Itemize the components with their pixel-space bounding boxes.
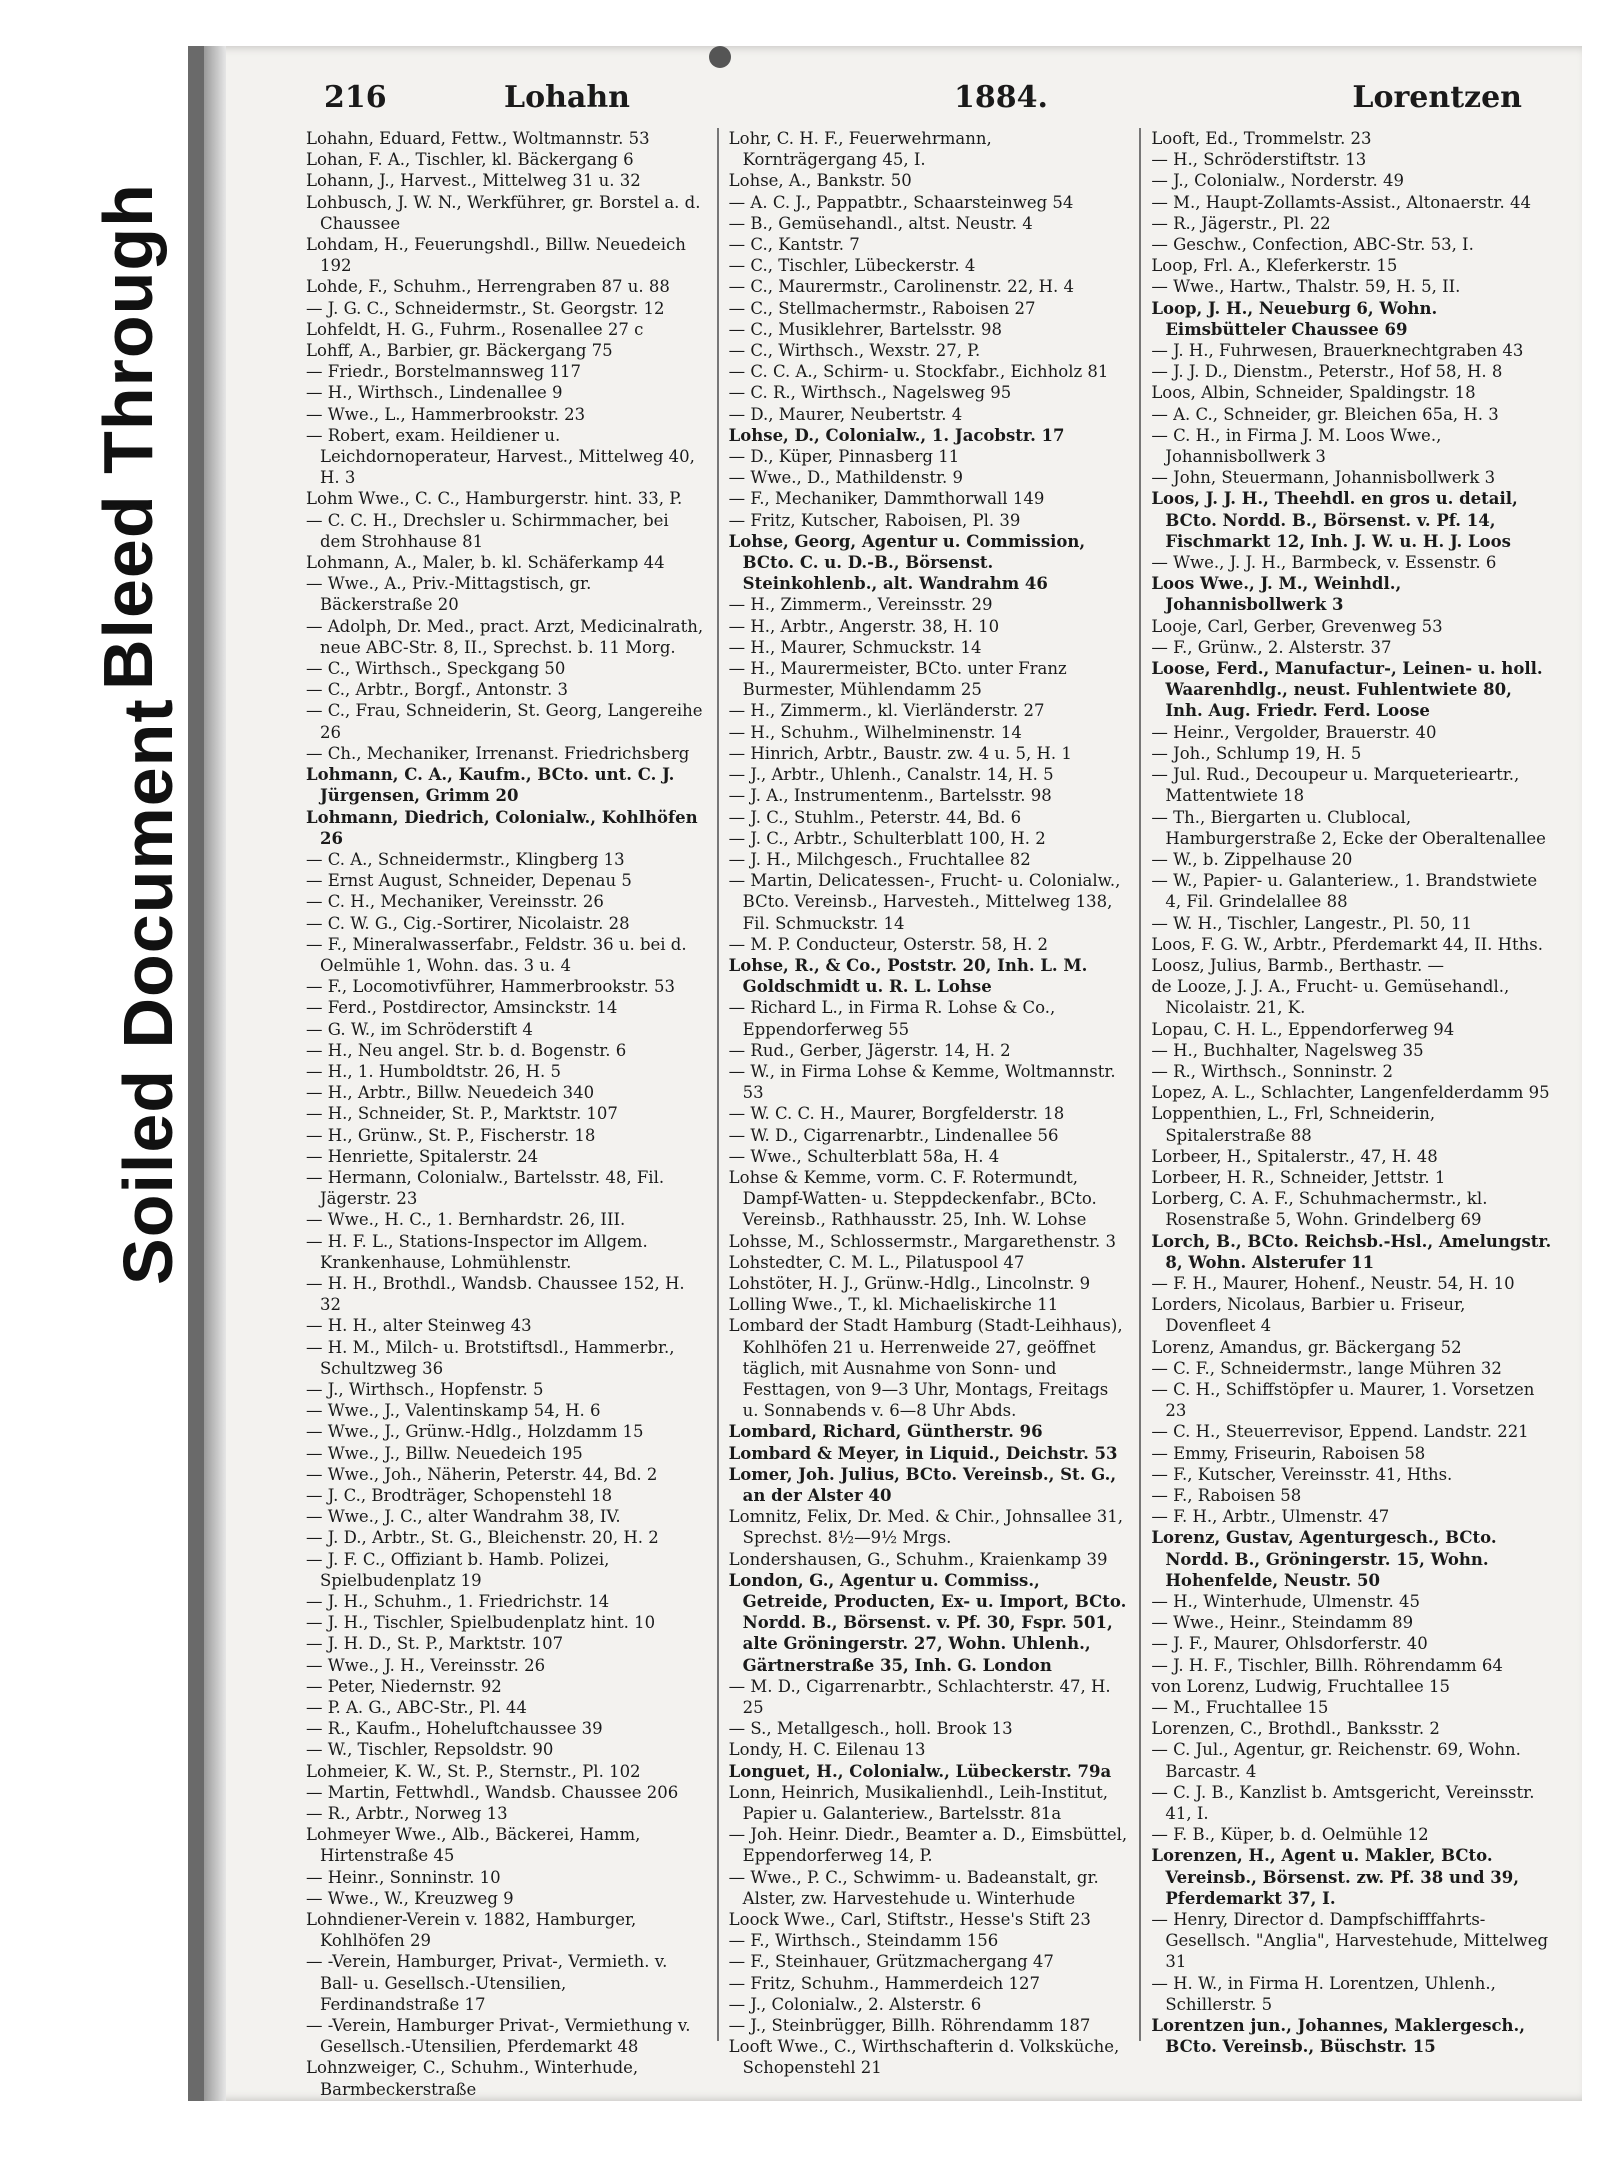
bleed-through-watermark: Bleed Through: [89, 183, 167, 690]
header-left-word: Lohahn: [504, 80, 630, 115]
directory-entry: — -Verein, Hamburger, Privat-, Vermieth. v. Ball- u. Gesellsch.-Utensilien, Ferdinandstraße 17: [306, 1952, 668, 2014]
directory-entry: — Wwe., Schulterblatt 58a, H. 4: [728, 1146, 1000, 1166]
directory-entry: Lohff, A., Barbier, gr. Bäckergang 75: [306, 341, 613, 361]
directory-entry: Lombard der Stadt Hamburg (Stadt-Leihhaus), Kohlhöfen 21 u. Herrenweide 27, geöffnet täglich, mit Ausnahme von Sonn- und Festtagen, von 9—3 Uhr, Montags, Freitags u. Sonnabends v. 6—8 Uhr Abds.: [728, 1316, 1123, 1421]
directory-entry: — J. C., Brodträger, Schopenstehl 18: [306, 1486, 613, 1505]
directory-entry: — Robert, exam. Heildiener u. Leichdornoperateur, Harvest., Mittelweg 40, H. 3: [306, 425, 695, 488]
directory-entry: Longuet, H., Colonialw., Lübeckerstr. 79a: [728, 1761, 1112, 1781]
directory-entry: — F. B., Küper, b. d. Oelmühle 12: [1151, 1825, 1429, 1845]
directory-entry: Lohse, D., Colonialw., 1. Jacobstr. 17: [728, 425, 1065, 445]
directory-entry: Lorders, Nicolaus, Barbier u. Friseur, Dovenfleet 4: [1151, 1295, 1466, 1336]
directory-entry: — C., Tischler, Lübeckerstr. 4: [728, 256, 976, 276]
directory-entry: — H., Schröderstiftstr. 13: [1151, 150, 1367, 170]
directory-entry: — M., Fruchtallee 15: [1151, 1698, 1329, 1718]
directory-entry: — H., Zimmerm., kl. Vierländerstr. 27: [728, 701, 1045, 721]
directory-entry: Loos, F. G. W., Arbtr., Pferdemarkt 44, II. Hths.: [1151, 934, 1543, 954]
directory-entry: Lohmann, Diedrich, Colonialw., Kohlhöfen 26: [306, 807, 698, 848]
directory-entry: — J. C., Arbtr., Schulterblatt 100, H. 2: [728, 828, 1046, 848]
directory-entry: Lohmann, C. A., Kaufm., BCto. unt. C. J. Jürgensen, Grimm 20: [306, 765, 675, 806]
directory-entry: — H., Maurermeister, BCto. unter Franz Burmester, Mühlendamm 25: [728, 659, 1067, 700]
directory-entry: — H., Winterhude, Ulmenstr. 45: [1151, 1592, 1421, 1612]
directory-entry: Looje, Carl, Gerber, Grevenweg 53: [1151, 616, 1443, 636]
directory-entry: Lohstöter, H. J., Grünw.-Hdlg., Lincolnstr. 9: [728, 1273, 1091, 1293]
directory-entry: — F., Mechaniker, Dammthorwall 149: [728, 489, 1045, 509]
directory-entry: Lombard, Richard, Güntherstr. 96: [728, 1422, 1043, 1442]
directory-entry: Lohan, F. A., Tischler, kl. Bäckergang 6: [306, 150, 634, 170]
directory-entry: — R., Jägerstr., Pl. 22: [1151, 213, 1331, 233]
directory-entry: — C. C. A., Schirm- u. Stockfabr., Eichholz 81: [728, 362, 1109, 382]
directory-entry: — G. W., im Schröderstift 4: [306, 1019, 533, 1039]
directory-entry: Loos Wwe., J. M., Weinhdl., Johannisbollwerk 3: [1151, 574, 1402, 615]
directory-entry: — J. H., Schuhm., 1. Friedrichstr. 14: [306, 1592, 610, 1612]
directory-entry: — C., Kantstr. 7: [728, 235, 860, 255]
directory-entry: — Fritz, Schuhm., Hammerdeich 127: [728, 1973, 1041, 1993]
directory-entry: — F. H., Maurer, Hohenf., Neustr. 54, H. 10: [1151, 1273, 1515, 1293]
directory-entry: — H., Zimmerm., Vereinsstr. 29: [728, 595, 993, 615]
directory-page: [188, 46, 1582, 2101]
directory-entry: — F., Wirthsch., Steindamm 156: [728, 1931, 999, 1951]
directory-entry: — D., Maurer, Neubertstr. 4: [728, 404, 963, 424]
directory-entry: — Peter, Niedernstr. 92: [306, 1676, 502, 1696]
directory-entry: — Wwe., A., Priv.-Mittagstisch, gr. Bäckerstraße 20: [306, 574, 592, 615]
directory-entry: — H. F. L., Stations-Inspector im Allgem. Krankenhause, Lohmühlenstr.: [306, 1231, 648, 1272]
directory-entry: — A. C., Schneider, gr. Bleichen 65a, H. 3: [1151, 404, 1499, 424]
directory-entry: — C. H., in Firma J. M. Loos Wwe., Johannisbollwerk 3: [1151, 425, 1442, 467]
directory-entry: — Wwe., J., Billw. Neuedeich 195: [306, 1443, 583, 1463]
directory-entry: — W. H., Tischler, Langestr., Pl. 50, 11: [1151, 913, 1473, 933]
directory-entry: Lolling Wwe., T., kl. Michaeliskirche 11: [728, 1295, 1059, 1315]
directory-entry: — R., Wirthsch., Sonninstr. 2: [1151, 1061, 1393, 1081]
directory-entry: — Wwe., P. C., Schwimm- u. Badeanstalt, gr. Alster, zw. Harvestehude u. Winterhude: [728, 1867, 1099, 1908]
directory-entry: — H., 1. Humboldtstr. 26, H. 5: [306, 1061, 562, 1081]
directory-entry: de Looze, J. J. A., Frucht- u. Gemüsehandl., Nicolaistr. 21, K.: [1151, 977, 1510, 1018]
directory-entry: Lorentzen jun., Johannes, Maklergesch., BCto. Vereinsb., Büschstr. 15: [1151, 2016, 1526, 2057]
directory-entry: Lombard & Meyer, in Liquid., Deichstr. 53: [728, 1443, 1118, 1463]
directory-entry: — W., in Firma Lohse & Kemme, Woltmannstr. 53: [728, 1061, 1116, 1103]
directory-entry: Loose, Ferd., Manufactur-, Leinen- u. holl. Waarenhdlg., neust. Fuhlentwiete 80, Inh. Aug. Friedr. Ferd. Loose: [1151, 659, 1543, 721]
directory-entry: Lopau, C. H. L., Eppendorferweg 94: [1151, 1019, 1455, 1039]
directory-entry: — J. H. F., Tischler, Billh. Röhrendamm 64: [1151, 1655, 1503, 1675]
directory-entry: — Wwe., J., Valentinskamp 54, H. 6: [306, 1401, 601, 1421]
directory-entry: — H. M., Milch- u. Brotstiftsdl., Hammerbr., Schultzweg 36: [306, 1337, 675, 1378]
directory-entry: — H. W., in Firma H. Lorentzen, Uhlenh., Schillerstr. 5: [1151, 1973, 1496, 2014]
directory-entry: — Heinr., Sonninstr. 10: [306, 1867, 501, 1887]
directory-entry: — Fritz, Kutscher, Raboisen, Pl. 39: [728, 510, 1021, 530]
page-header: [324, 80, 1552, 124]
directory-entry: — C., Frau, Schneiderin, St. Georg, Langereihe 26: [306, 701, 703, 742]
directory-entry: Lohmeyer Wwe., Alb., Bäckerei, Hamm, Hirtenstraße 45: [306, 1825, 641, 1866]
directory-entry: Lorbeer, H. R., Schneider, Jettstr. 1: [1151, 1167, 1446, 1187]
directory-entry: — H. H., Brothdl., Wandsb. Chaussee 152, H. 32: [306, 1273, 685, 1315]
directory-entry: — A. C. J., Pappatbtr., Schaarsteinweg 54: [728, 192, 1074, 212]
soiled-document-watermark: Soiled Document: [109, 698, 187, 1285]
directory-entry: — Wwe., Hartw., Thalstr. 59, H. 5, II.: [1151, 277, 1461, 297]
directory-entry: — F., Steinhauer, Grützmachergang 47: [728, 1952, 1054, 1972]
directory-entry: — J., Wirthsch., Hopfenstr. 5: [306, 1379, 544, 1399]
directory-entry: Lohbusch, J. W. N., Werkführer, gr. Borstel a. d. Chaussee: [306, 192, 701, 233]
directory-entry: Lohmeier, K. W., St. P., Sternstr., Pl. 102: [306, 1761, 641, 1781]
directory-entry: Lohr, C. H. F., Feuerwehrmann, Kornträgergang 45, I.: [728, 129, 992, 170]
directory-entry: — J., Colonialw., Norderstr. 49: [1151, 171, 1404, 191]
directory-entry: — Martin, Fettwhdl., Wandsb. Chaussee 206: [306, 1782, 679, 1802]
directory-entry: — W., Tischler, Repsoldstr. 90: [306, 1740, 554, 1760]
directory-entry: Looft Wwe., C., Wirthschafterin d. Volksküche, Schopenstehl 21: [728, 2037, 1120, 2078]
directory-entry: — C., Stellmachermstr., Raboisen 27: [728, 298, 1036, 318]
directory-entry: Lohdam, H., Feuerungshdl., Billw. Neuedeich 192: [306, 235, 686, 276]
directory-entry: — C. R., Wirthsch., Nagelsweg 95: [728, 383, 1012, 403]
ink-spot: [709, 46, 731, 68]
directory-entry: — Wwe., H. C., 1. Bernhardstr. 26, III.: [306, 1210, 626, 1230]
directory-entry: Lohann, J., Harvest., Mittelweg 31 u. 32: [306, 171, 641, 191]
directory-entry: Lorberg, C. A. F., Schuhmachermstr., kl. Rosenstraße 5, Wohn. Grindelberg 69: [1151, 1189, 1488, 1230]
directory-entry: — M. P. Conducteur, Osterstr. 58, H. 2: [728, 934, 1049, 954]
directory-entry: Looft, Ed., Trommelstr. 23: [1151, 129, 1372, 148]
directory-entry: — H., Grünw., St. P., Fischerstr. 18: [306, 1125, 596, 1145]
directory-entry: Lohsse, M., Schlossermstr., Margarethenstr. 3: [728, 1231, 1117, 1251]
directory-entry: — J. H., Tischler, Spielbudenplatz hint. 10: [306, 1613, 656, 1633]
directory-entry: — John, Steuermann, Johannisbollwerk 3: [1151, 468, 1496, 488]
directory-entry: — R., Arbtr., Norweg 13: [306, 1804, 508, 1824]
directory-entry: — M., Haupt-Zollamts-Assist., Altonaerstr. 44: [1151, 192, 1531, 212]
directory-entry: — H., Schneider, St. P., Marktstr. 107: [306, 1104, 618, 1124]
directory-entry: Lomer, Joh. Julius, BCto. Vereinsb., St. G., an der Alster 40: [728, 1464, 1117, 1505]
directory-entry: — F., Mineralwasserfabr., Feldstr. 36 u. bei d. Oelmühle 1, Wohn. das. 3 u. 4: [306, 934, 687, 975]
directory-entry: Lomnitz, Felix, Dr. Med. & Chir., Johnsallee 31, Sprechst. 8½—9½ Mrgs.: [728, 1507, 1124, 1548]
directory-entry: Lorenz, Gustav, Agenturgesch., BCto. Nordd. B., Gröningerstr. 15, Wohn. Hohenfelde, Neustr. 50: [1151, 1528, 1497, 1590]
directory-entry: — J. A., Instrumentenm., Bartelsstr. 98: [728, 786, 1052, 806]
directory-entry: — Martin, Delicatessen-, Frucht- u. Colonialw., BCto. Vereinsb., Harvesteh., Mittelweg 138, Fil. Schmuckstr. 14: [728, 871, 1121, 933]
directory-entry: — Henriette, Spitalerstr. 24: [306, 1146, 539, 1166]
directory-entry: Lopez, A. L., Schlachter, Langenfelderdamm 95: [1151, 1083, 1550, 1103]
directory-entry: — Wwe., J. J. H., Barmbeck, v. Essenstr. 6: [1151, 553, 1497, 573]
directory-entry: — J. C., Stuhlm., Peterstr. 44, Bd. 6: [728, 807, 1022, 827]
directory-entry: Lohnzweiger, C., Schuhm., Winterhude, Barmbeckerstraße: [306, 2058, 639, 2099]
directory-entry: — Ernst August, Schneider, Depenau 5: [306, 871, 632, 891]
directory-entry: London, G., Agentur u. Commiss., Getreide, Producten, Ex- u. Import, BCto. Nordd. B., Börsenst. v. Pf. 30, Fspr. 501, alte Gröningerstr. 27, Wohn. Uhlenh., Gärtnerstraße 35, Inh. G. London: [728, 1570, 1127, 1675]
directory-entry: — C. A., Schneidermstr., Klingberg 13: [306, 849, 625, 869]
directory-entry: — C. Jul., Agentur, gr. Reichenstr. 69, Wohn. Barcastr. 4: [1151, 1740, 1521, 1781]
directory-entry: Loppenthien, L., Frl, Schneiderin, Spitalerstraße 88: [1151, 1104, 1436, 1145]
directory-entry: Lonn, Heinrich, Musikalienhdl., Leih-Institut, Papier u. Galanteriew., Bartelsstr. 81a: [728, 1782, 1108, 1824]
directory-entry: — Wwe., J., Grünw.-Hdlg., Holzdamm 15: [306, 1422, 644, 1442]
column-left: [296, 128, 717, 2099]
directory-entry: — Joh. Heinr. Diedr., Beamter a. D., Eimsbüttel, Eppendorferweg 14, P.: [728, 1825, 1128, 1866]
directory-entry: — C. F., Schneidermstr., lange Mühren 32: [1151, 1358, 1502, 1378]
directory-entry: Lohse, A., Bankstr. 50: [728, 171, 912, 191]
directory-entry: — Ferd., Postdirector, Amsinckstr. 14: [306, 998, 618, 1018]
directory-entry: — Wwe., L., Hammerbrookstr. 23: [306, 404, 586, 424]
directory-entry: — Th., Biergarten u. Clublocal, Hamburgerstraße 2, Ecke der Oberaltenallee: [1151, 807, 1546, 848]
directory-entry: Loos, J. J. H., Theehdl. en gros u. detail, BCto. Nordd. B., Börsenst. v. Pf. 14, Fischmarkt 12, Inh. J. W. u. H. J. Loos: [1151, 489, 1518, 551]
directory-entry: — J., Arbtr., Uhlenh., Canalstr. 14, H. 5: [728, 765, 1054, 785]
directory-entry: — J., Steinbrügger, Billh. Röhrendamm 187: [728, 2016, 1091, 2036]
directory-entry: — C., Maurermstr., Carolinenstr. 22, H. 4: [728, 277, 1075, 297]
directory-entry: — Wwe., Heinr., Steindamm 89: [1151, 1613, 1414, 1633]
directory-entry: — Rud., Gerber, Jägerstr. 14, H. 2: [728, 1040, 1011, 1060]
directory-entry: — Ch., Mechaniker, Irrenanst. Friedrichsberg: [306, 743, 690, 763]
directory-entry: Loos, Albin, Schneider, Spaldingstr. 18: [1151, 383, 1476, 403]
directory-entry: Londershausen, G., Schuhm., Kraienkamp 39: [728, 1549, 1108, 1569]
directory-entry: — W. C. C. H., Maurer, Borgfelderstr. 18: [728, 1104, 1065, 1124]
directory-entry: Lohndiener-Verein v. 1882, Hamburger, Kohlhöfen 29: [306, 1910, 637, 1951]
directory-entry: — R., Kaufm., Hoheluftchaussee 39: [306, 1719, 603, 1739]
directory-entry: — Friedr., Borstelmannsweg 117: [306, 362, 581, 382]
directory-entry: Lohfeldt, H. G., Fuhrm., Rosenallee 27 c: [306, 319, 644, 339]
directory-entry: — F., Locomotivführer, Hammerbrookstr. 53: [306, 977, 675, 997]
directory-entry: — J. H., Milchgesch., Fruchtallee 82: [728, 849, 1031, 869]
directory-entry: — S., Metallgesch., holl. Brook 13: [728, 1719, 1013, 1739]
directory-entry: — C., Wirthsch., Wexstr. 27, P.: [728, 341, 981, 361]
directory-entry: Loop, J. H., Neueburg 6, Wohn. Eimsbütteler Chaussee 69: [1151, 298, 1438, 339]
directory-entry: — H. H., alter Steinweg 43: [306, 1316, 532, 1336]
directory-entry: — C., Arbtr., Borgf., Antonstr. 3: [306, 680, 568, 700]
directory-entry: — Wwe., D., Mathildenstr. 9: [728, 468, 964, 488]
directory-entry: — J. J. D., Dienstm., Peterstr., Hof 58, H. 8: [1151, 362, 1503, 382]
directory-entry: — H., Maurer, Schmuckstr. 14: [728, 637, 982, 657]
directory-entry: — J., Colonialw., 2. Alsterstr. 6: [728, 1994, 982, 2014]
column-middle: [717, 128, 1140, 2078]
directory-entry: — J. G. C., Schneidermstr., St. Georgstr. 12: [306, 298, 665, 318]
directory-entry: — H., Wirthsch., Lindenallee 9: [306, 383, 563, 403]
directory-entry: — C. H., Steuerrevisor, Eppend. Landstr. 221: [1151, 1422, 1529, 1442]
directory-entry: — C. H., Schiffstöpfer u. Maurer, 1. Vorsetzen 23: [1151, 1379, 1535, 1421]
directory-entry: — Emmy, Friseurin, Raboisen 58: [1151, 1443, 1426, 1463]
directory-entry: Lohahn, Eduard, Fettw., Woltmannstr. 53: [306, 129, 650, 148]
directory-entry: — J. F., Maurer, Ohlsdorferstr. 40: [1151, 1634, 1428, 1654]
directory-entry: — F., Raboisen 58: [1151, 1486, 1302, 1505]
directory-entry: Lohse, Georg, Agentur u. Commission, BCto. C. u. D.-B., Börsenst. Steinkohlenb., alt. Wandrahm 46: [728, 531, 1086, 594]
directory-entry: — Wwe., Joh., Näherin, Peterstr. 44, Bd. 2: [306, 1464, 658, 1484]
directory-entry: — H., Buchhalter, Nagelsweg 35: [1151, 1040, 1424, 1060]
header-right-word: Lorentzen: [1352, 80, 1522, 115]
directory-entry: — Wwe., J. H., Vereinsstr. 26: [306, 1655, 546, 1675]
directory-entry: — C. J. B., Kanzlist b. Amtsgericht, Vereinsstr. 41, I.: [1151, 1782, 1535, 1824]
directory-entry: — P. A. G., ABC-Str., Pl. 44: [306, 1698, 527, 1718]
directory-entry: — D., Küper, Pinnasberg 11: [728, 447, 960, 467]
directory-entry: — F. H., Arbtr., Ulmenstr. 47: [1151, 1507, 1390, 1527]
column-right: [1139, 128, 1562, 2057]
directory-entry: Lorenz, Amandus, gr. Bäckergang 52: [1151, 1337, 1462, 1357]
directory-entry: Londy, H. C. Eilenau 13: [728, 1740, 926, 1760]
directory-entry: Loosz, Julius, Barmb., Berthastr. —: [1151, 955, 1445, 975]
directory-entry: — C. C. H., Drechsler u. Schirmmacher, bei dem Strohhause 81: [306, 510, 669, 551]
directory-entry: — H., Neu angel. Str. b. d. Bogenstr. 6: [306, 1040, 627, 1060]
directory-entry: — J. H. D., St. P., Marktstr. 107: [306, 1634, 564, 1654]
directory-entry: — Henry, Director d. Dampfschifffahrts-Gesellsch. "Anglia", Harvestehude, Mittelweg 31: [1151, 1910, 1549, 1972]
directory-entry: — F., Grünw., 2. Alsterstr. 37: [1151, 637, 1392, 657]
directory-entry: — F., Kutscher, Vereinsstr. 41, Hths.: [1151, 1464, 1453, 1484]
directory-entry: von Lorenz, Ludwig, Fruchtallee 15: [1151, 1676, 1451, 1696]
directory-entry: — J. F. C., Offiziant b. Hamb. Polizei, Spielbudenplatz 19: [306, 1549, 610, 1590]
header-year: 1884.: [954, 80, 1048, 115]
directory-entry: — Hinrich, Arbtr., Baustr. zw. 4 u. 5, H. 1: [728, 743, 1072, 763]
directory-entry: Lorch, B., BCto. Reichsb.-Hsl., Amelungstr. 8, Wohn. Alsterufer 11: [1151, 1231, 1552, 1272]
directory-entry: Lorbeer, H., Spitalerstr., 47, H. 48: [1151, 1146, 1438, 1166]
directory-entry: — -Verein, Hamburger Privat-, Vermiethung v. Gesellsch.-Utensilien, Pferdemarkt 48: [306, 2016, 691, 2057]
page-number: 216: [324, 80, 387, 115]
directory-entry: — Hermann, Colonialw., Bartelsstr. 48, Fil. Jägerstr. 23: [306, 1167, 665, 1209]
directory-entry: — H., Arbtr., Angerstr. 38, H. 10: [728, 616, 1000, 636]
directory-entry: — C., Musiklehrer, Bartelsstr. 98: [728, 319, 1002, 339]
directory-entry: — W., Papier- u. Galanteriew., 1. Brandstwiete 4, Fil. Grindelallee 88: [1151, 871, 1538, 912]
directory-entry: — H., Arbtr., Billw. Neuedeich 340: [306, 1083, 595, 1103]
directory-entry: — Richard L., in Firma R. Lohse & Co., Eppendorferweg 55: [728, 998, 1056, 1039]
directory-entry: — Wwe., W., Kreuzweg 9: [306, 1888, 514, 1908]
directory-entry: — Heinr., Vergolder, Brauerstr. 40: [1151, 722, 1437, 742]
directory-entry: Lorenzen, H., Agent u. Makler, BCto. Vereinsb., Börsenst. zw. Pf. 38 und 39, Pferdemarkt 37, I.: [1151, 1846, 1519, 1908]
directory-entry: Loock Wwe., Carl, Stiftstr., Hesse's Stift 23: [728, 1910, 1091, 1930]
directory-entry: — B., Gemüsehandl., altst. Neustr. 4: [728, 213, 1033, 233]
directory-entry: — W., b. Zippelhause 20: [1151, 849, 1353, 869]
directory-columns: [296, 128, 1562, 2099]
directory-entry: — C. H., Mechaniker, Vereinsstr. 26: [306, 892, 604, 912]
directory-entry: Lohde, F., Schuhm., Herrengraben 87 u. 88: [306, 277, 670, 297]
directory-entry: — J. H., Fuhrwesen, Brauerknechtgraben 43: [1151, 341, 1524, 361]
directory-entry: Lohm Wwe., C. C., Hamburgerstr. hint. 33, P.: [306, 489, 683, 509]
directory-entry: — Joh., Schlump 19, H. 5: [1151, 743, 1362, 763]
directory-entry: — M. D., Cigarrenarbtr., Schlachterstr. 47, H. 25: [728, 1676, 1111, 1718]
directory-entry: — Jul. Rud., Decoupeur u. Marqueterieartr., Mattentwiete 18: [1151, 765, 1520, 806]
directory-entry: — Adolph, Dr. Med., pract. Arzt, Medicinalrath, neue ABC-Str. 8, II., Sprechst. b. 11 Morg.: [306, 616, 704, 657]
directory-entry: Lohse, R., & Co., Poststr. 20, Inh. L. M. Goldschmidt u. R. L. Lohse: [728, 955, 1088, 997]
directory-entry: — C., Wirthsch., Speckgang 50: [306, 659, 566, 679]
directory-entry: Lorenzen, C., Brothdl., Banksstr. 2: [1151, 1719, 1440, 1739]
directory-entry: — W. D., Cigarrenarbtr., Lindenallee 56: [728, 1125, 1059, 1145]
directory-entry: Lohse & Kemme, vorm. C. F. Rotermundt, Dampf-Watten- u. Steppdeckenfabr., BCto. Vereinsb., Rathhausstr. 25, Inh. W. Lohse: [728, 1167, 1097, 1230]
directory-entry: Loop, Frl. A., Kleferkerstr. 15: [1151, 256, 1398, 276]
directory-entry: Lohmann, A., Maler, b. kl. Schäferkamp 44: [306, 553, 665, 573]
directory-entry: — J. D., Arbtr., St. G., Bleichenstr. 20, H. 2: [306, 1528, 659, 1548]
directory-entry: Lohstedter, C. M. L., Pilatuspool 47: [728, 1252, 1025, 1272]
directory-entry: — H., Schuhm., Wilhelminenstr. 14: [728, 722, 1022, 742]
directory-entry: — Geschw., Confection, ABC-Str. 53, I.: [1151, 235, 1474, 255]
directory-entry: — Wwe., J. C., alter Wandrahm 38, IV.: [306, 1507, 621, 1527]
directory-entry: — C. W. G., Cig.-Sortirer, Nicolaistr. 28: [306, 913, 630, 933]
